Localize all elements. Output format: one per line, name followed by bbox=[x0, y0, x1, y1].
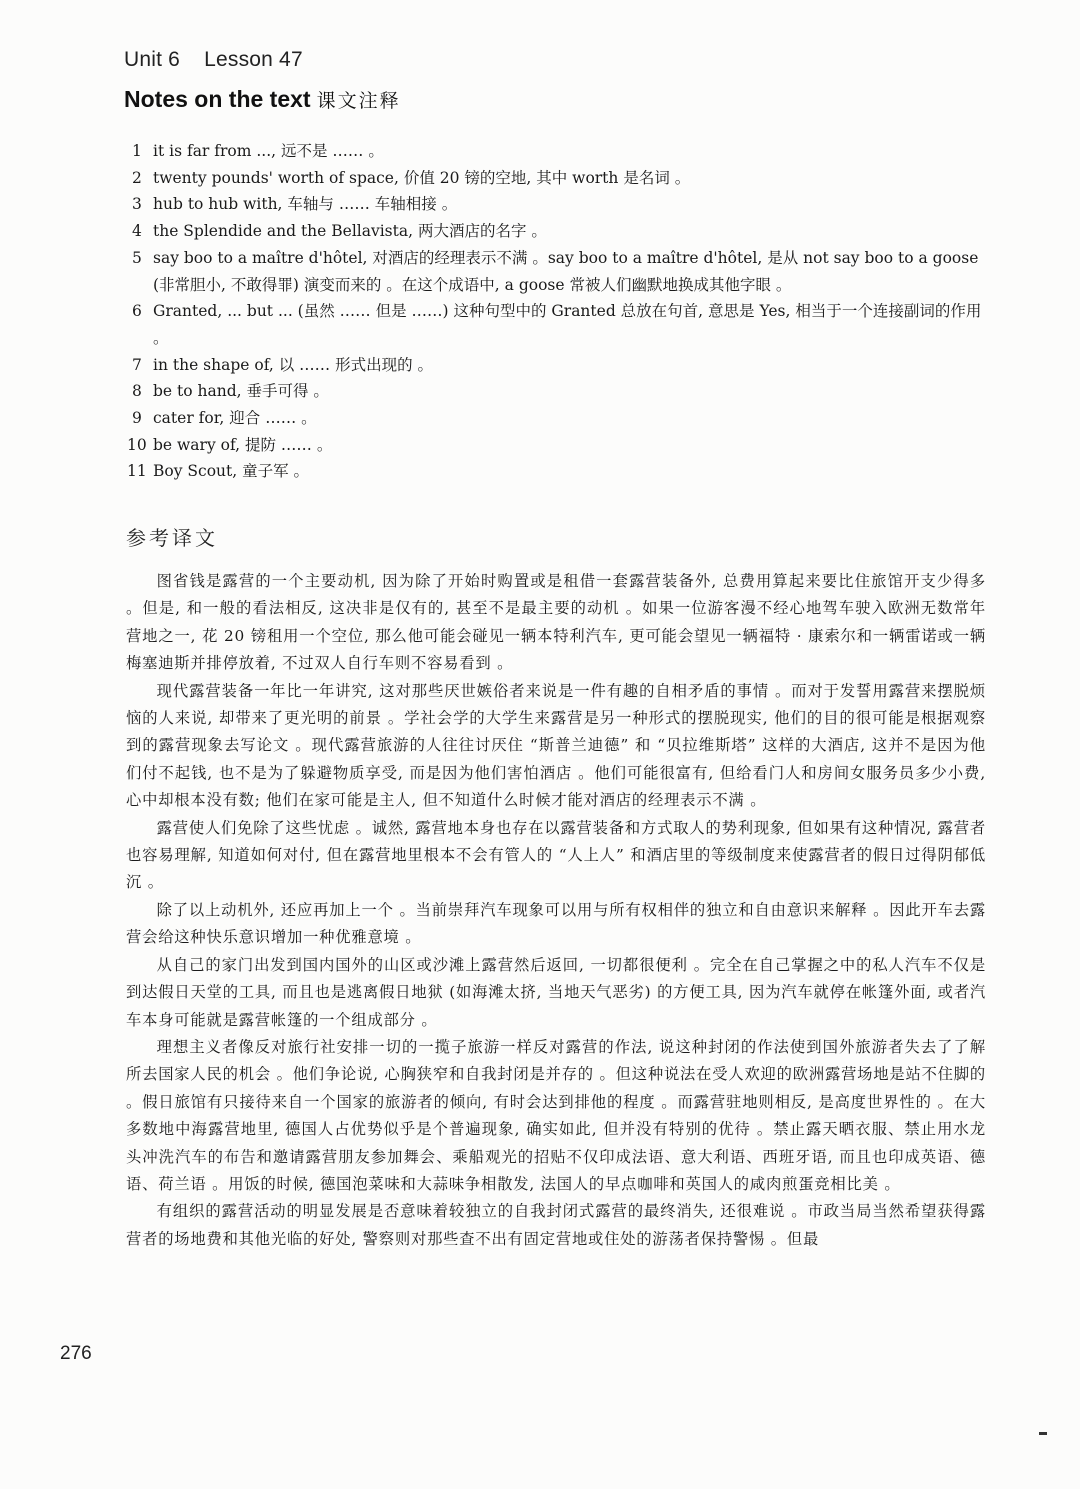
translation-body bbox=[126, 568, 986, 1253]
unit-label: Unit 6 bbox=[124, 48, 181, 71]
scan-mark bbox=[1039, 1432, 1047, 1435]
note-number: 4 bbox=[132, 222, 142, 241]
note-text: cater for, 迎合 …… 。 bbox=[153, 409, 317, 428]
note-item bbox=[132, 298, 992, 351]
note-item bbox=[132, 245, 992, 298]
note-text: it is far from ..., 远不是 …… 。 bbox=[153, 142, 384, 160]
lesson-label: Lesson 47 bbox=[204, 48, 303, 71]
note-number: 5 bbox=[132, 248, 142, 267]
note-item bbox=[132, 165, 992, 192]
note-text: in the shape of, 以 …… 形式出现的 。 bbox=[153, 355, 434, 374]
notes-title bbox=[124, 86, 401, 113]
note-item bbox=[127, 432, 992, 459]
note-number: 2 bbox=[132, 168, 142, 187]
note-text: Boy Scout, 童子军 。 bbox=[153, 462, 310, 481]
note-text: the Splendide and the Bellavista, 两大酒店的名字 。 bbox=[153, 222, 547, 241]
note-number: 7 bbox=[132, 355, 142, 374]
running-header bbox=[124, 48, 303, 72]
note-item bbox=[132, 218, 992, 245]
note-number: 9 bbox=[132, 409, 142, 428]
note-text: twenty pounds' worth of space, 价值 20 镑的空地, 其中 worth 是名词 。 bbox=[153, 168, 691, 187]
note-item bbox=[132, 138, 992, 165]
note-number: 1 bbox=[132, 142, 142, 160]
note-item bbox=[132, 378, 992, 405]
page-number: 276 bbox=[60, 1343, 92, 1364]
translation-paragraph: 从自己的家门出发到国内国外的山区或沙滩上露营然后返回, 一切都很便利 。完全在自己掌握之中的私人汽车不仅是到达假日天堂的工具, 而且也是逃离假日地狱 (如海滩太挤, 当地天气恶劣) 的方便工具, 因为汽车就停在帐篷外面, 或者汽车本身可能就是露营帐篷的一个组成部分 。 bbox=[126, 955, 986, 1029]
translation-paragraph: 有组织的露营活动的明显发展是否意味着较独立的自我封闭式露营的最终消失, 还很难说 。市政当局当然希望获得露营者的场地费和其他光临的好处, 警察则对那些查不出有固定营地或住处的游荡者保持警惕 。但最 bbox=[126, 1202, 986, 1248]
note-number: 8 bbox=[132, 382, 142, 401]
notes-title-en: Notes on the text bbox=[124, 86, 311, 112]
notes-list bbox=[127, 138, 992, 485]
note-item bbox=[132, 191, 992, 218]
note-number: 11 bbox=[127, 462, 147, 481]
translation-paragraph: 露营使人们免除了这些忧虑 。诚然, 露营地本身也存在以露营装备和方式取人的势利现象, 但如果有这种情况, 露营者也容易理解, 知道如何对付, 但在露营地里根本不会有管人的 “人上人” 和酒店里的等级制度来使露营者的假日过得阴郁低沉 。 bbox=[126, 818, 986, 892]
note-text: be to hand, 垂手可得 。 bbox=[153, 382, 329, 401]
note-item bbox=[132, 405, 992, 432]
note-item bbox=[127, 458, 992, 485]
note-number: 3 bbox=[132, 195, 142, 214]
note-item bbox=[132, 352, 992, 379]
translation-paragraph: 图省钱是露营的一个主要动机, 因为除了开始时购置或是租借一套露营装备外, 总费用算起来要比住旅馆开支少得多 。但是, 和一般的看法相反, 这决非是仅有的, 甚至不是最主要的动机 。如果一位游客漫不经心地驾车驶入欧洲无数常年营地之一, 花 20 镑租用一个空位, 那么他可能会碰见一辆本特利汽车, 更可能会望见一辆福特 · 康索尔和一辆雷诺或一辆梅塞迪斯并排停放着, 不过双人自行车则不容易看到 。 bbox=[126, 572, 986, 673]
translation-paragraph: 理想主义者像反对旅行社安排一切的一揽子旅游一样反对露营的作法, 说这种封闭的作法使到国外旅游者失去了了解所去国家人民的机会 。他们争论说, 心胸狭窄和自我封闭是并存的 。但这种说法在受人欢迎的欧洲露营场地是站不住脚的 。假日旅馆有只接待来自一个国家的旅游者的倾向, 有时会达到排他的程度 。而露营驻地则相反, 是高度世界性的 。在大多数地中海露营地里, 德国人占优势似乎是个普遍现象, 确实如此, 但并没有特别的优待 。禁止露天晒衣服、禁止用水龙头冲洗汽车的布告和邀请露营朋友参加舞会、乘船观光的招贴不仅印成法语、意大利语、西班牙语, 而且也印成英语、德语、荷兰语 。用饭的时候, 德国泡菜味和大蒜味争相散发, 法国人的早点咖啡和英国人的咸肉煎蛋竞相比美 。 bbox=[126, 1037, 986, 1193]
note-number: 6 bbox=[132, 302, 142, 321]
note-number: 10 bbox=[127, 435, 147, 454]
note-text: Granted, ... but ... (虽然 …… 但是 ……) 这种句型中的 Granted 总放在句首, 意思是 Yes, 相当于一个连接副词的作用 。 bbox=[153, 302, 982, 347]
reference-translation-title: 参考译文 bbox=[126, 526, 218, 550]
translation-paragraph: 现代露营装备一年比一年讲究, 这对那些厌世嫉俗者来说是一件有趣的自相矛盾的事情 。而对于发誓用露营来摆脱烦恼的人来说, 却带来了更光明的前景 。学社会学的大学生来露营是另一种形式的摆脱现实, 他们的目的很可能是根据观察到的露营现象去写论文 。现代露营旅游的人往往讨厌住 “斯普兰迪德” 和 “贝拉维斯塔” 这样的大酒店, 这并不是因为他们付不起钱, 也不是为了躲避物质享受, 而是因为他们害怕酒店 。他们可能很富有, 但给看门人和房间女服务员多少小费, 心中却根本没有数; 他们在家可能是主人, 但不知道什么时候才能对酒店的经理表示不满 。 bbox=[126, 681, 986, 810]
notes-title-cn: 课文注释 bbox=[316, 90, 401, 112]
note-text: say boo to a maître d'hôtel, 对酒店的经理表示不满 。say boo to a maître d'hôtel, 是从 not say boo to a goose (非常胆小, 不敢得罪) 演变而来的 。在这个成语中, a goose 常被人们幽默地换成其他字眼 。 bbox=[153, 248, 979, 294]
note-text: be wary of, 提防 …… 。 bbox=[153, 435, 333, 454]
note-text: hub to hub with, 车轴与 …… 车轴相接 。 bbox=[153, 195, 458, 214]
translation-paragraph: 除了以上动机外, 还应再加上一个 。当前崇拜汽车现象可以用与所有权相伴的独立和自由意识来解释 。因此开车去露营会给这种快乐意识增加一种优雅意境 。 bbox=[126, 900, 986, 947]
